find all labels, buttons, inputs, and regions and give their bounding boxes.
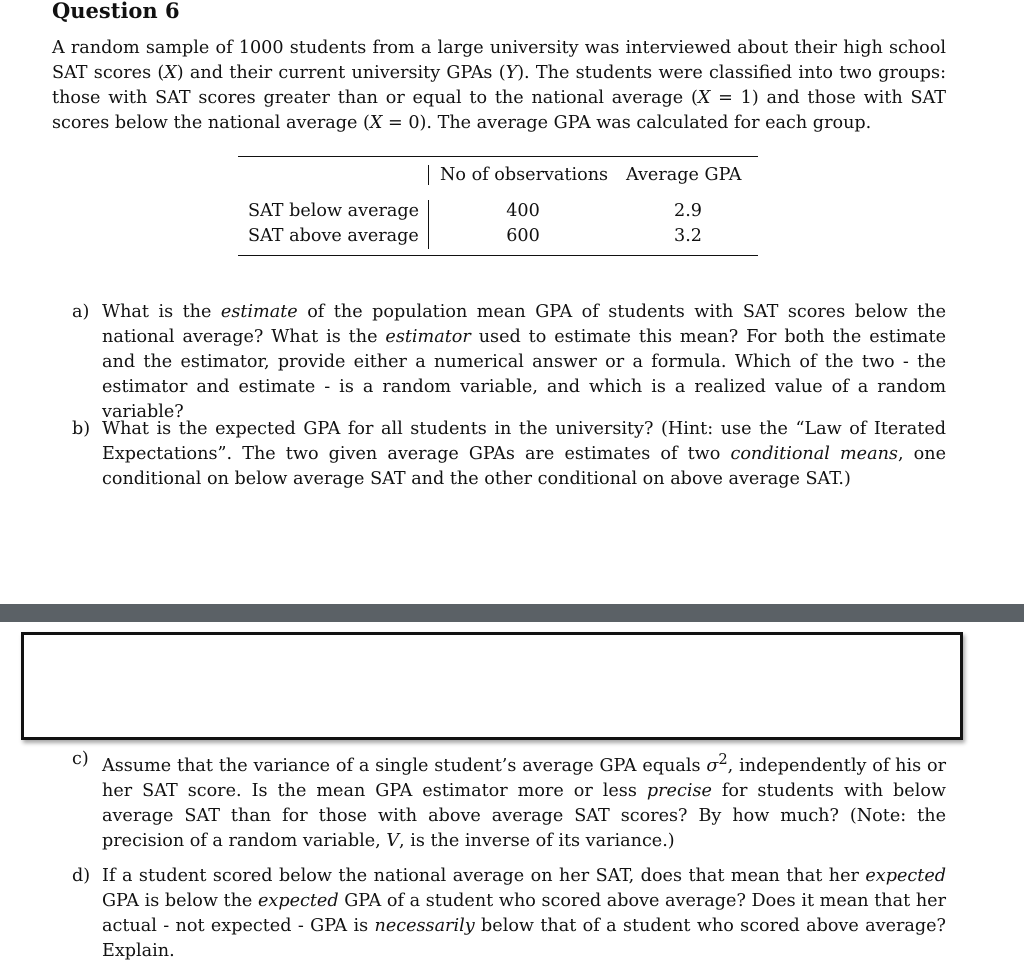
question-part-d <box>72 864 946 964</box>
table-column-divider <box>428 165 429 185</box>
table-cell-observations: 600 <box>506 226 540 246</box>
table-header-observations: No of observations <box>440 165 609 185</box>
section-divider <box>0 604 1024 622</box>
question-part-a <box>72 300 946 425</box>
part-label: a) <box>72 302 90 322</box>
gpa-table <box>238 156 758 256</box>
answer-box[interactable] <box>21 632 963 740</box>
table-row-label: SAT above average <box>248 226 419 246</box>
part-b-text: What is the expected GPA for all students in the university? (Hint: use the “Law of Iterated Expectations”. The two given average GPAs are estimates of two conditional means, one conditional on below average SAT and the other conditional on above average SAT.) <box>102 419 946 489</box>
part-label: d) <box>72 866 91 886</box>
question-intro: A random sample of 1000 students from a large university was interviewed about their high school SAT scores (X) and their current university GPAs (Y). The students were classified into two groups: those with SAT scores greater than or equal to the national average (X = 1) and those with SAT scores below the national average (X = 0). The average GPA was calculated for each group. <box>52 38 947 133</box>
question-part-b <box>72 417 946 492</box>
part-d-text: If a student scored below the national average on her SAT, does that mean that her expected GPA is below the expected GPA of a student who scored above average? Does it mean that her actual - not expected - GPA is necessarily below that of a student who scored above average? Explain. <box>102 866 946 961</box>
table-header-average-gpa: Average GPA <box>626 165 742 185</box>
part-label: b) <box>72 419 91 439</box>
table-cell-gpa: 3.2 <box>674 226 702 246</box>
part-label: c) <box>72 749 89 769</box>
table-column-divider <box>428 200 429 249</box>
table-cell-observations: 400 <box>506 201 540 221</box>
question-part-c <box>72 747 946 854</box>
answer-input[interactable] <box>24 635 960 737</box>
table-row-label: SAT below average <box>248 201 420 221</box>
table-cell-gpa: 2.9 <box>674 201 702 221</box>
question-title: Question 6 <box>52 0 180 23</box>
part-c-text: Assume that the variance of a single student’s average GPA equals $\sigma^2$, independently of his or her SAT score. Is the mean GPA estimator more or less precise for students with below average SAT than for those with above average SAT scores? By how much? (Note: the precision of a random variable, V, is the inverse of its variance.) <box>102 751 946 851</box>
part-a-text: What is the estimate of the population mean GPA of students with SAT scores below the national average? What is the estimator used to estimate this mean? For both the estimate and the estimator, provide either a numerical answer or a formula. Which of the two - the estimator and estimate - is a random variable, and which is a realized value of a random variable? <box>102 302 946 422</box>
